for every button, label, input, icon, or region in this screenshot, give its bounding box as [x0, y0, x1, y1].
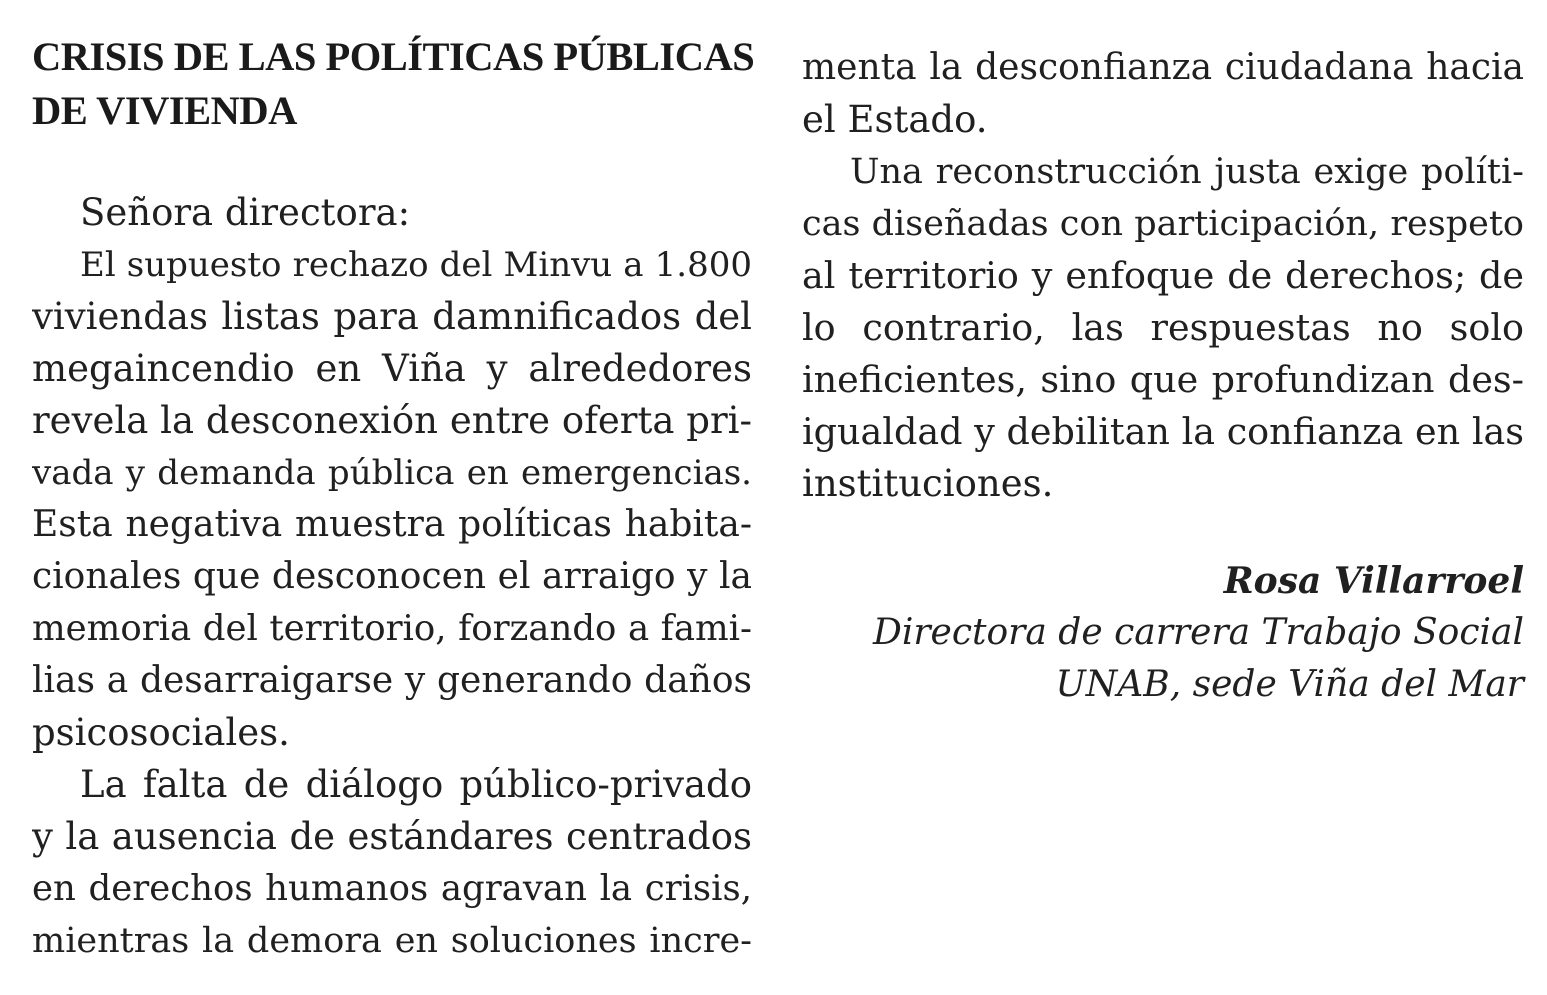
body-line: Esta negativa muestra políticas habita- — [32, 504, 752, 545]
body-line: el Estado. — [802, 98, 988, 141]
body-line: revela la desconexión entre oferta pri- — [32, 399, 752, 442]
headline-line-2: DE VIVIENDA — [32, 88, 297, 133]
body-line: memoria del territorio, forzando a fami- — [32, 608, 752, 649]
body-line: ineficientes, sino que profundizan des- — [802, 358, 1524, 401]
headline-line-1: CRISIS DE LAS POLÍTICAS PÚBLICAS — [32, 34, 755, 79]
body-line: lias a desarraigarse y generando daños — [32, 660, 752, 701]
body-line: vada y demanda pública en emergencias. — [32, 453, 752, 493]
body-line: cionales que desconocen el arraigo y la — [32, 556, 752, 597]
body-line: al territorio y enfoque de derechos; de — [802, 254, 1524, 297]
body-line: igualdad y debilitan la confianza en las — [802, 410, 1524, 453]
signature-title: Directora de carrera Trabajo Social — [872, 612, 1524, 653]
body-line: mientras la demora en soluciones incre- — [32, 921, 752, 961]
body-line: psicosociales. — [32, 711, 290, 754]
body-line: y la ausencia de estándares centrados — [32, 815, 752, 858]
salutation: Señora directora: — [80, 191, 411, 234]
body-line: Una reconstrucción justa exige políti- — [850, 152, 1524, 192]
body-line: lo contrario, las respuestas no solo — [802, 306, 1524, 349]
signature-name: Rosa Villarroel — [1223, 560, 1524, 602]
body-line: menta la desconfianza ciudadana hacia — [802, 47, 1524, 88]
body-line: megaincendio en Viña y alrededores — [32, 347, 752, 390]
signature-affiliation: UNAB, sede Viña del Mar — [1055, 664, 1524, 705]
body-line: en derechos humanos agravan la crisis, — [32, 868, 752, 909]
body-line: cas diseñadas con participación, respeto — [802, 204, 1524, 244]
body-line: La falta de diálogo público-privado — [80, 763, 752, 806]
letter-headline — [32, 30, 762, 138]
body-line: instituciones. — [802, 462, 1054, 505]
body-line: viviendas listas para damnificados del — [32, 295, 752, 338]
body-line: El supuesto rechazo del Minvu a 1.800 — [80, 245, 752, 285]
